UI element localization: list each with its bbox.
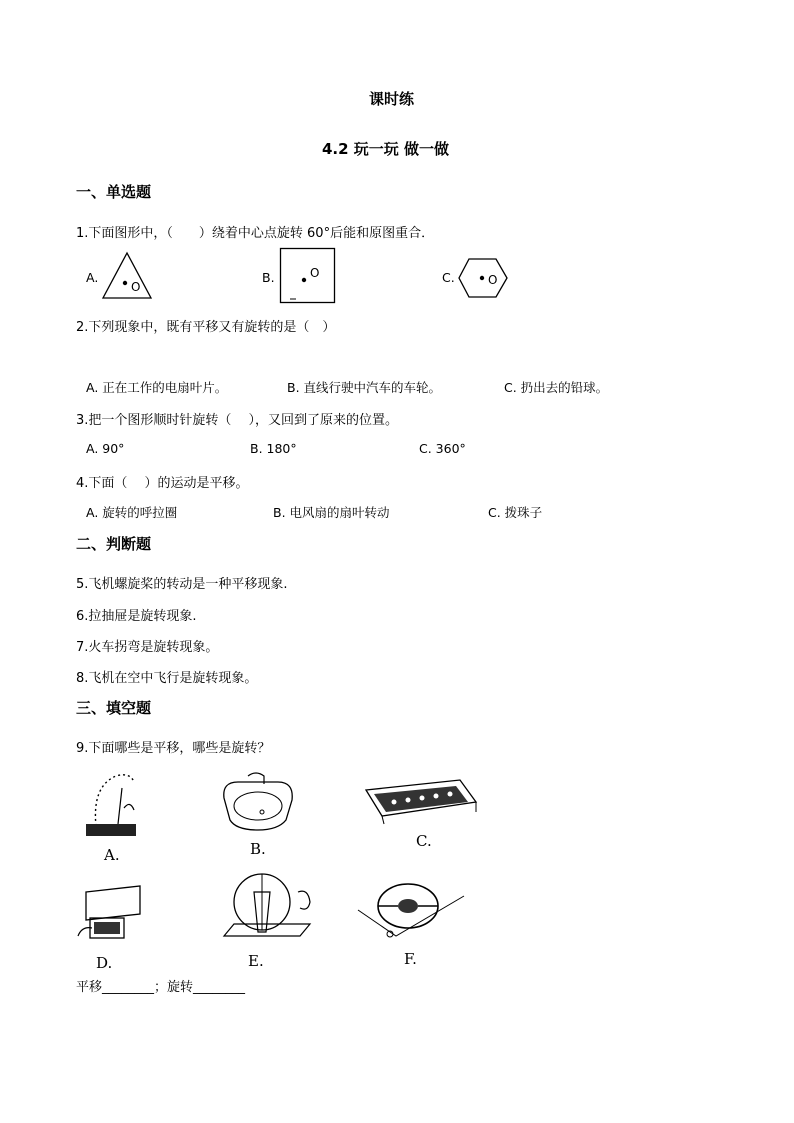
q9-answer-rotate[interactable]: 旋转________ bbox=[167, 980, 246, 995]
section-heading-true-false: 二、判断题 bbox=[76, 535, 152, 553]
question-9: 9.下面哪些是平移，哪些是旋转？ bbox=[76, 741, 271, 756]
q1-option-c-label: C. bbox=[442, 270, 455, 285]
q9-answer-line bbox=[76, 976, 245, 995]
q9-label-c: C. bbox=[416, 832, 432, 850]
question-2: 2.下列现象中，既有平移又有旋转的是（ ） bbox=[76, 320, 336, 335]
question-6: 6.拉抽屉是旋转现象. bbox=[76, 609, 197, 624]
q1-option-b-label: B. bbox=[262, 270, 275, 285]
q9-answer-translate[interactable]: 平移________ bbox=[76, 980, 155, 995]
q9-picture-a-swing bbox=[86, 768, 146, 838]
q9-label-a: A. bbox=[104, 846, 120, 864]
q1-option-c-center-mark: O bbox=[488, 273, 498, 287]
q3-option-b: B. 180° bbox=[250, 441, 297, 456]
question-3: 3.把一个图形顺时针旋转（ ），又回到了原来的位置。 bbox=[76, 413, 399, 428]
q9-picture-c-abacus bbox=[360, 772, 480, 832]
q9-picture-d-drawer bbox=[76, 884, 146, 944]
q1-option-b-center-mark: O bbox=[310, 266, 320, 280]
q2-option-a: A. 正在工作的电扇叶片。 bbox=[86, 380, 228, 395]
q9-picture-f-steering bbox=[356, 876, 466, 946]
q9-label-f: F. bbox=[404, 950, 417, 968]
section-heading-single-choice: 一、单选题 bbox=[76, 183, 152, 201]
q1-option-a-center-mark: O bbox=[131, 280, 141, 294]
q9-label-b: B. bbox=[250, 840, 266, 858]
q4-option-b: B. 电风扇的扇叶转动 bbox=[273, 505, 390, 520]
q9-picture-e-globe bbox=[214, 872, 324, 947]
section-heading-fill-blank: 三、填空题 bbox=[76, 699, 152, 717]
question-8: 8.飞机在空中飞行是旋转现象。 bbox=[76, 671, 258, 686]
page-subtitle: 4.2 玩一玩 做一做 bbox=[322, 140, 450, 158]
q9-answer-separator: ； bbox=[154, 980, 168, 995]
page-title: 课时练 bbox=[369, 90, 415, 108]
q2-option-c: C. 扔出去的铅球。 bbox=[504, 380, 609, 395]
question-4: 4.下面（ ）的运动是平移。 bbox=[76, 476, 249, 491]
q1-option-a-label: A. bbox=[86, 270, 99, 285]
question-1: 1.下面图形中，（ ）绕着中心点旋转 60°后能和原图重合． bbox=[76, 226, 435, 241]
question-5: 5.飞机螺旋桨的转动是一种平移现象. bbox=[76, 577, 288, 592]
q4-option-a: A. 旋转的呼拉圈 bbox=[86, 505, 178, 520]
q2-option-b: B. 直线行驶中汽车的车轮。 bbox=[287, 380, 442, 395]
q3-option-a: A. 90° bbox=[86, 441, 125, 456]
q9-label-e: E. bbox=[248, 952, 264, 970]
q1-option-a-triangle bbox=[100, 250, 160, 302]
q3-option-c: C. 360° bbox=[419, 441, 466, 456]
question-7: 7.火车拐弯是旋转现象。 bbox=[76, 640, 219, 655]
q9-picture-b-faucet bbox=[218, 770, 298, 840]
q9-label-d: D. bbox=[96, 954, 113, 972]
q4-option-c: C. 拨珠子 bbox=[488, 505, 543, 520]
